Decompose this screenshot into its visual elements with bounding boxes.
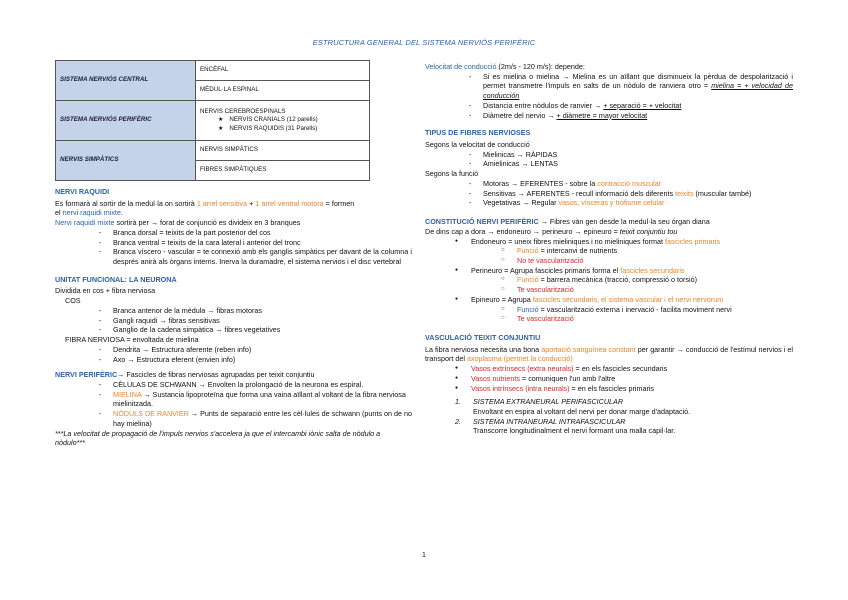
- vessels-list: [425, 364, 793, 393]
- paragraph: De dins cap a dora → endoneuro → perineuro → epineuro = teixit conjuntiu tou: [425, 226, 678, 236]
- note: ***La velocitat de propagació de l'impuls nervios s'accelera ja que el intercambi iònic salta de nòdulo a nòdulo***: [55, 428, 381, 448]
- paragraph: el nervi raquidi mixte.: [55, 208, 123, 218]
- list-item: - Motoras → EFERENTES - sobre la contracció muscular: [469, 179, 793, 189]
- list-item: ● Vasos nutrients = comuniquen l'un amb l'altre: [461, 374, 793, 384]
- list-item: - Mielinicas → RÀPIDAS: [469, 150, 793, 160]
- list-item: - Branca víscero - vascular = te connexió amb els ganglis simpàtics per davant de la columna i després anirà als òrgans interns. Inerva la duramadre, el sistema nervios i el disc vertebral: [99, 247, 412, 266]
- list-item: - Dendrita → Estructura aferente (reben info): [99, 345, 412, 355]
- list-item: ● Endoneuro = uneix fibres mieliniques i no mieliniques format fascicles primaris ○ Funció = intercanvi de nutrients ○ No te vascularització: [461, 237, 793, 266]
- table-cell: [196, 101, 370, 141]
- list-item: - NÒDULS DE RANVIER → Punts de separació entre les cèl·lules de schwann (punts on de no hay mielina): [99, 409, 412, 428]
- list-item: ○ Funció = intercanvi de nutrients: [511, 246, 793, 256]
- list-item: - Amielinicas → LENTAS: [469, 159, 793, 169]
- cos-list: [55, 306, 412, 335]
- sub-list: [471, 305, 793, 324]
- list-item: ○ No te vascularització: [511, 256, 793, 266]
- list-item: - Branca anterior de la mèdula → fibras motoras: [99, 306, 412, 316]
- fibra-list: [55, 345, 412, 364]
- list-item: ● Vasos intrínsecs (intra neurals) = en els fascicles primaris: [461, 384, 793, 394]
- section-heading: NERVI RAQUIDI: [55, 187, 110, 196]
- paragraph: Es formarà al sortir de la medul·la on sortirà 1 arrel sensitiva + 1 arrel ventral motora = formen: [55, 198, 355, 208]
- list-item: 1. SISTEMA EXTRANEURAL PERIFASCICULAR: [455, 397, 624, 407]
- list-item: - Distancia entre nòdulos de ranvier → + separació = + velocitat: [469, 101, 793, 111]
- page-number: 1: [422, 552, 426, 559]
- table-cell: FIBRES SIMPÀTIQUES: [196, 161, 370, 181]
- table-header-simpatic: NERVIS SIMPÀTICS: [56, 141, 196, 181]
- list-item: - Ganglio de la cadena simpàtica → fibres vegetatives: [99, 325, 412, 335]
- nervi-list: [55, 380, 412, 429]
- section-heading: TIPUS DE FIBRES NERVIOSES: [425, 128, 531, 138]
- list-item: ○ Funció = vascularització externa i inervació - facilita moviment nervi: [511, 305, 793, 315]
- table-cell: MÈDUL·LA ESPINAL: [196, 81, 370, 101]
- velocity-list: [425, 72, 793, 121]
- paragraph: Envoltant en espira al voltant del nervi per donar marge d'adaptació.: [473, 407, 691, 416]
- nervous-system-table: [55, 60, 370, 181]
- subheading: COS: [65, 296, 81, 306]
- list-item: ● Vasos extrínsecs (extra neurals) = en els fascicles secundaris: [461, 364, 793, 374]
- systems-list: [425, 397, 793, 407]
- list-item: ● Epineuro = Agrupa fascicles secundaris, el sistema vascular i el nervi nervorum ○ Funció = vascularització externa i inervació - facilita moviment nervi ○ Te vascularització: [461, 295, 793, 324]
- paragraph: Dividida en cos + fibra nerviosa: [55, 286, 156, 296]
- layers-list: [425, 237, 793, 324]
- list-item: - Vegetativas → Regular vasos, vísceras y trofisme celular: [469, 198, 793, 208]
- cell-line: ★ NERVIS RAQUIDIS (31 Parells): [200, 125, 365, 133]
- list-item: - Sensitivas → AFERENTES - recull informació dels diferents teixits (muscular també): [469, 189, 793, 199]
- list-item: - Axo → Estructura eferent (envien info): [99, 355, 412, 365]
- branch-list: [55, 228, 412, 267]
- cell-line: ★ NERVIS CRANIALS (12 parells): [200, 116, 365, 124]
- list-item: ○ Te vascularització: [511, 314, 793, 324]
- sub-list: [471, 246, 793, 265]
- list-item: ○ Funció = barrera mecànica (tracció, compressió o torsió): [511, 275, 793, 285]
- section-heading: VASCULACIÓ TEIXIT CONJUNTIU: [425, 332, 541, 342]
- list-item: ○ Te vascularització: [511, 285, 793, 295]
- list-item: - Gangli raquidi → fibras sensitivas: [99, 316, 412, 326]
- list-item: ● Perineuro = Agrupa fascicles primaris forma el fascicles secundaris ○ Funció = barrera mecànica (tracció, compressió o torsió) ○ Te vascularització: [461, 266, 793, 295]
- list-item: - Diàmetre del nervio → + diàmetre = mayor velocitat: [469, 111, 793, 121]
- left-column: [55, 60, 412, 448]
- subheading: FIBRA NERVIOSA = envoltada de mielina: [65, 335, 199, 345]
- table-cell: NERVIS SIMPÀTICS: [196, 141, 370, 161]
- paragraph: Segons la funció: [425, 169, 479, 179]
- section-heading: UNITAT FUNCIONAL: LA NEURONA: [55, 274, 177, 284]
- paragraph: Segons la velocitat de conducció: [425, 140, 530, 150]
- list-item: - CÈLULAS DE SCHWANN → Envolten la prolongació de la neurona es espiral.: [99, 380, 412, 390]
- function-list: [425, 179, 793, 208]
- paragraph: Transcorre longitudinalment el nervi formant una malla capil·lar.: [473, 426, 676, 436]
- list-item: - Branca dorsal = teixits de la part posterior del cos: [99, 228, 412, 238]
- cell-line: NERVIS CEREBROESPINALS: [200, 107, 286, 115]
- paragraph: La fibra nerviosa necesita una bona aportació sanguínea constant per garantir → conducció de l'estímul nervios i el transport del axoplasma (permet la conducció): [425, 344, 793, 364]
- list-item: 2. SISTEMA INTRANEURAL INTRAFASCICULAR: [455, 416, 626, 426]
- page-title: ESTRUCTURA GENERAL DEL SISTEMA NERVIÓS PERIFÈRIC: [312, 38, 536, 47]
- table-cell: ENCÈFAL: [196, 61, 370, 81]
- paragraph: Nervi raquidi mixte sortirà per → forat de conjunció es divideix en 3 branques: [55, 218, 301, 228]
- section-heading-line: CONSTITUCIÓ NERVI PERIFÈRIC → Fibres vàn gen desde la medul·la seu órgan diana: [425, 217, 710, 227]
- table-header-snc: SISTEMA NERVIÓS CENTRAL: [56, 61, 196, 101]
- list-item: - Branca ventral = teixits de la cara lateral i anterior del tronc: [99, 238, 412, 248]
- sub-list: [471, 275, 793, 294]
- list-item: - MIELINA → Sustancia lipoproteïna que forma una vaina aïllant al voltant de la fibra nerviosa mielinitzada.: [99, 390, 412, 409]
- speed-list: [425, 150, 793, 169]
- systems-list: [425, 417, 793, 427]
- table-header-snp: SISTEMA NERVIÓS PERIFÈRIC: [56, 101, 196, 141]
- section-heading-line: NERVI PERIFÈRIC→ Fascicles de fibras nerviosas agrupadas per teixit conjuntiu: [55, 370, 315, 380]
- velocity-heading: Velocitat de conducció (2m/s - 120 m/s): depende:: [425, 62, 585, 71]
- list-item: - Si es mielina o mielina → Mielina es un aïllant que disminueix la pèrdua de despolarització i permet transmetre l'impuls en salts de un nòdulo de ranviera otro = mielina = + velocidad de conducción: [469, 72, 793, 101]
- right-column: [425, 62, 793, 436]
